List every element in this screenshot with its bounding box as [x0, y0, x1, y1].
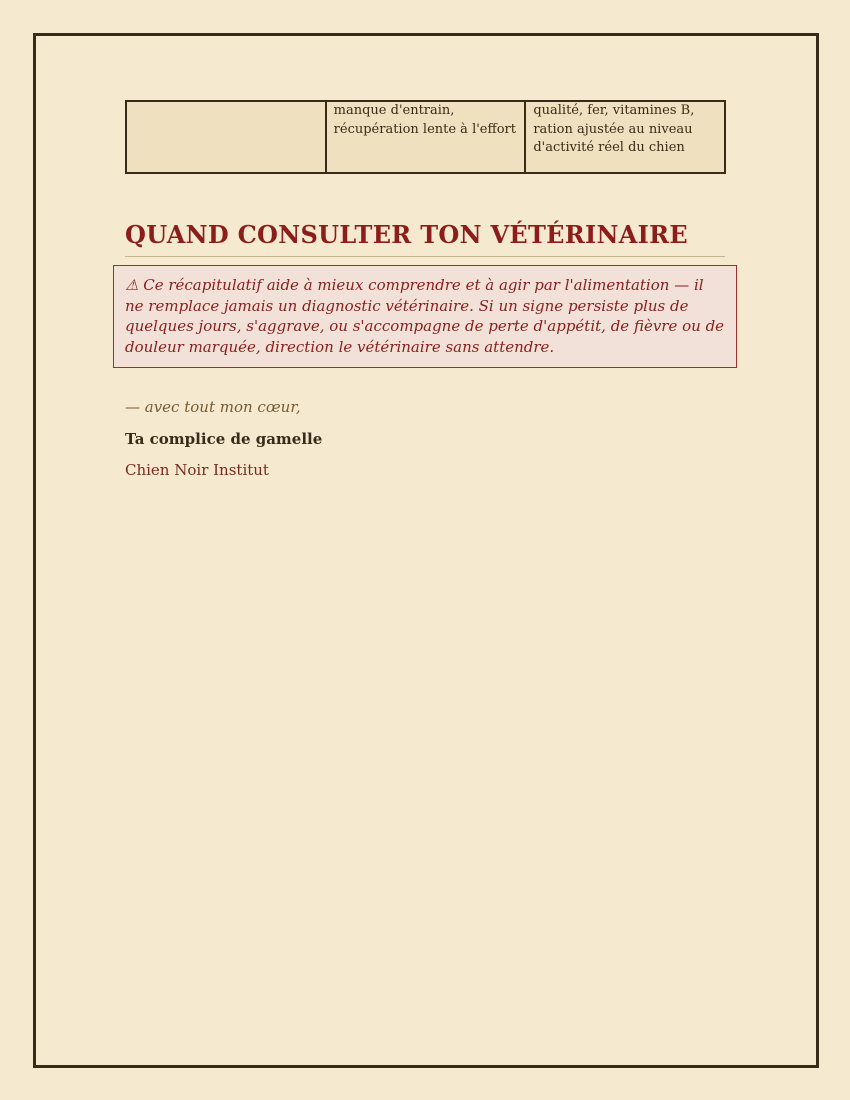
table-row [126, 101, 725, 173]
vet-warning-box: ⚠ Ce récapitulatif aide à mieux comprendre et à agir par l'alimentation — il ne remplace jamais un diagnostic vétérinaire. Si un signe persiste plus de quelques jours, s'aggrave, ou s'accompagne de perte d'appétit, de fièvre ou de douleur marquée, direction le vétérinaire sans attendre. [113, 265, 737, 368]
table-cell-symptoms: manque d'entrain, récupération lente à l'effort [326, 101, 526, 173]
nutrition-table [125, 100, 726, 174]
organization-name: Chien Noir Institut [125, 461, 269, 479]
table-cell-sign [126, 101, 326, 173]
signoff-line: — avec tout mon cœur, [125, 398, 301, 416]
signature: Ta complice de gamelle [125, 430, 323, 448]
table-cell-nutrition: qualité, fer, vitamines B, ration ajustée au niveau d'activité réel du chien [525, 101, 725, 173]
section-title: QUAND CONSULTER TON VÉTÉRINAIRE [125, 220, 725, 257]
document-content [125, 100, 725, 479]
